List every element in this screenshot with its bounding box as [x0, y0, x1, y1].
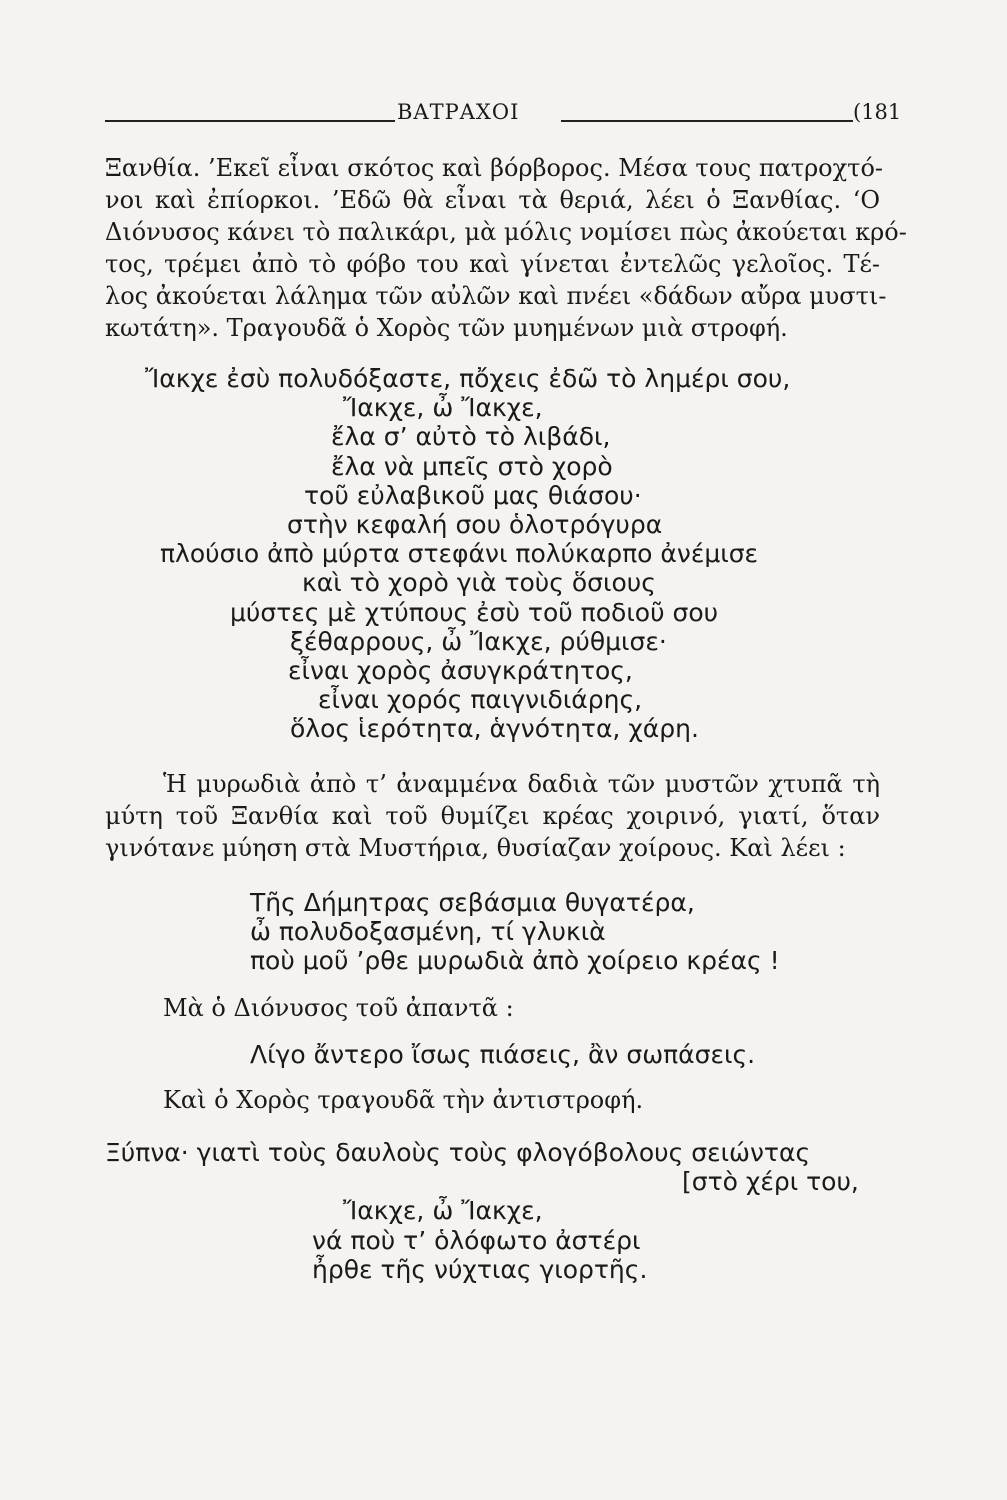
page-number: (181	[853, 100, 902, 124]
verse-line: στὴν κεφαλή σου ὁλοτρόγυρα	[287, 509, 663, 539]
prose-line: Ἡ μυρωδιὰ ἀπὸ τ’ ἀναμμένα δαδιὰ τῶν μυστῶν χτυπᾶ τὴ	[163, 770, 880, 798]
verse-line: πλούσιο ἀπὸ μύρτα στεφάνι πολύκαρπο ἀνέμισε	[160, 539, 759, 569]
verse-line: [στὸ χέρι του,	[682, 1167, 859, 1197]
prose-line: νοι καὶ ἐπίορκοι. ’Εδῶ θὰ εἶναι τὰ θεριά, λέει ὁ Ξανθίας. ‘Ο	[105, 186, 880, 214]
prose-line: τος, τρέμει ἀπὸ τὸ φόβο του καὶ γίνεται ἐντελῶς γελοῖος. Τέ-	[105, 250, 880, 278]
verse-line: ὦ πολυδοξασμένη, τί γλυκιὰ	[250, 917, 606, 947]
prose-line-chorus: Καὶ ὁ Χορὸς τραγουδᾶ τὴν ἀντιστροφή.	[163, 1086, 644, 1114]
prose-line: κωτάτη». Τραγουδᾶ ὁ Χορὸς τῶν μυημένων μιὰ στροφή.	[105, 314, 788, 342]
verse-line: Ἴακχε ἐσὺ πολυδόξαστε, πὄχεις ἐδῶ τὸ λημέρι σου,	[145, 364, 791, 393]
header-rule-left	[105, 120, 395, 122]
prose-line: Διόνυσος κάνει τὸ παλικάρι, μὰ μόλις νομίσει πὼς ἀκούεται κρό-	[105, 218, 907, 246]
verse-line: Ἴακχε, ὦ Ἴακχε,	[343, 393, 543, 423]
verse-stanza-3	[0, 1138, 859, 1284]
running-header	[105, 96, 902, 136]
verse-line: Τῆς Δήμητρας σεβάσμια θυγατέρα,	[250, 888, 695, 917]
header-rule-right	[561, 120, 853, 122]
verse-line: καὶ τὸ χορὸ γιὰ τοὺς ὅσιους	[302, 568, 656, 598]
verse-line: ἔλα νὰ μπεῖς στὸ χορὸ	[331, 451, 613, 481]
verse-line-dionysus: Λίγο ἄντερο ἴσως πιάσεις, ἂν σωπάσεις.	[250, 1040, 756, 1069]
verse-line: νά ποὺ τ’ ὁλόφωτο ἀστέρι	[312, 1225, 641, 1255]
prose-line: γινότανε μύηση στὰ Μυστήρια, θυσίαζαν χοίρους. Καὶ λέει :	[105, 834, 846, 862]
prose-line-dionysus: Μὰ ὁ Διόνυσος τοῦ ἀπαντᾶ :	[163, 994, 514, 1022]
verse-line: ξέθαρρους, ὦ Ἴακχε, ρύθμισε·	[290, 626, 667, 656]
prose-line: Ξανθία. ’Εκεῖ εἶναι σκότος καὶ βόρβορος. Μέσα τους πατροχτό-	[105, 154, 884, 182]
verse-line: ἔλα σ’ αὐτὸ τὸ λιβάδι,	[331, 422, 611, 452]
verse-stanza-2	[0, 888, 780, 976]
prose-line: λος ἀκούεται λάλημα τῶν αὐλῶν καὶ πνέει «δάδων αὔρα μυστι-	[105, 282, 887, 310]
verse-line: εἶναι χορός παιγνιδιάρης,	[318, 685, 643, 715]
running-title: ΒΑΤΡΑΧΟΙ	[397, 100, 520, 124]
verse-line: ποὺ μοῦ ’ρθε μυρωδιὰ ἀπὸ χοίρειο κρέας !	[250, 946, 780, 976]
verse-stanza-1	[0, 364, 791, 744]
verse-line: Ξύπνα· γιατὶ τοὺς δαυλοὺς τοὺς φλογόβολους σειώντας	[105, 1138, 811, 1167]
verse-line: Ἴακχε, ὦ Ἴακχε,	[343, 1196, 543, 1226]
prose-paragraph-1	[105, 152, 907, 344]
prose-line: μύτη τοῦ Ξανθία καὶ τοῦ θυμίζει κρέας χοιρινό, γιατί, ὅταν	[105, 802, 880, 830]
verse-line: τοῦ εὐλαβικοῦ μας θιάσου·	[304, 480, 642, 510]
prose-paragraph-2	[105, 768, 880, 864]
verse-line: εἶναι χορὸς ἀσυγκράτητος,	[288, 655, 633, 685]
verse-line: ὅλος ἱερότητα, ἁγνότητα, χάρη.	[290, 714, 699, 744]
verse-line: μύστες μὲ χτύπους ἐσὺ τοῦ ποδιοῦ σου	[230, 597, 719, 627]
verse-line: ἦρθε τῆς νύχτιας γιορτῆς.	[312, 1254, 648, 1284]
